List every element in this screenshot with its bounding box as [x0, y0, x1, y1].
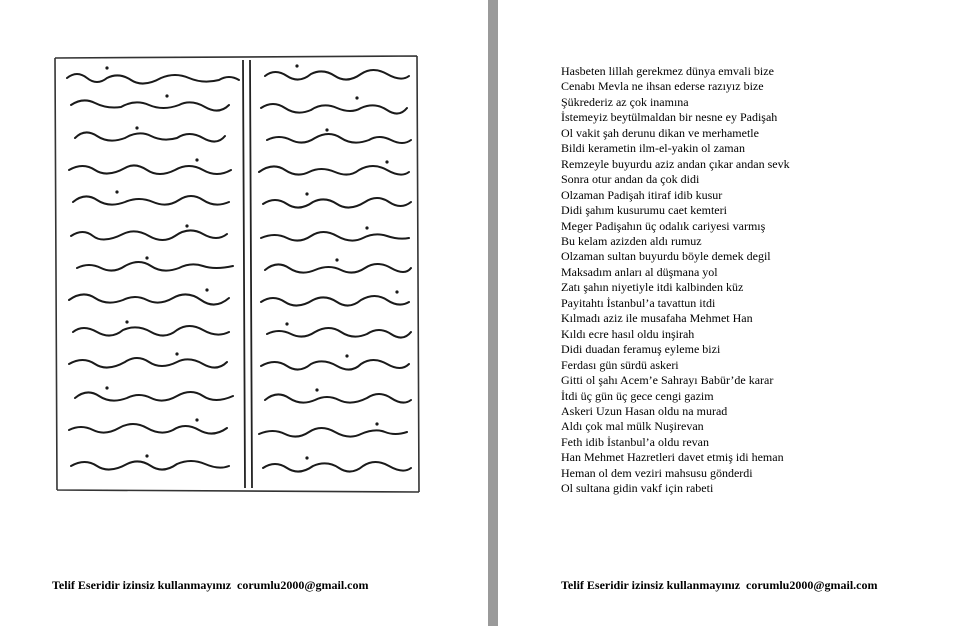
text-line: Didi duadan feramuş eyleme bizi [561, 342, 721, 357]
text-line: Kılmadı aziz ile musafaha Mehmet Han [561, 311, 753, 326]
text-line: İtdi üç gün üç gece cengi gazim [561, 388, 714, 403]
text-line: Remzeyle buyurdu aziz andan çıkar andan sevk [561, 156, 790, 171]
text-line: Han Mehmet Hazretleri davet etmiş idi heman [561, 450, 784, 465]
page-divider [488, 0, 498, 626]
text-line: Gitti ol şahı Acem’e Sahrayı Babür’de karar [561, 373, 774, 388]
transliteration-text [561, 64, 790, 497]
text-line: Şükrederiz az çok inamına [561, 94, 689, 109]
copyright-footer-left: Telif Eseridir izinsiz kullanmayınız corumlu2000@gmail.com [52, 578, 369, 592]
text-line: Didi şahım kusurumu caet kemteri [561, 203, 727, 218]
copyright-footer-right: Telif Eseridir izinsiz kullanmayınız corumlu2000@gmail.com [561, 578, 878, 592]
text-line: Ferdası gün sürdü askeri [561, 357, 679, 372]
text-line: Feth idib İstanbul’a oldu revan [561, 434, 709, 449]
text-line: Olzaman Padişah itiraf idib kusur [561, 187, 723, 202]
text-line: Payitahtı İstanbul’a tavattun itdi [561, 295, 716, 310]
text-line: Heman ol dem veziri mahsusu gönderdi [561, 465, 753, 480]
text-line: Meger Padişahın üç odalık cariyesi varmış [561, 218, 766, 233]
text-line: Maksadım anları al düşmana yol [561, 264, 718, 279]
text-line: İstemeyiz beytülmaldan bir nesne ey Padişah [561, 110, 778, 125]
text-line: Olzaman sultan buyurdu böyle demek degil [561, 249, 771, 264]
text-line: Hasbeten lillah gerekmez dünya emvali bize [561, 64, 774, 78]
text-line: Ol sultana gidin vakf için rabeti [561, 481, 714, 496]
text-line: Bildi kerametin ilm-el-yakin ol zaman [561, 141, 745, 156]
text-line: Sonra otur andan da çok didi [561, 172, 700, 187]
manuscript-scan-image [47, 50, 425, 520]
text-line: Zatı şahın niyetiyle itdi kalbinden küz [561, 280, 744, 295]
text-line: Kıldı ecre hasıl oldu inşirah [561, 326, 695, 341]
text-line: Bu kelam azizden aldı rumuz [561, 233, 702, 248]
text-line: Cenabı Mevla ne ihsan ederse razıyız bize [561, 79, 764, 94]
text-line: Askeri Uzun Hasan oldu na murad [561, 403, 728, 418]
text-line: Ol vakit şah derunu dikan ve merhametle [561, 125, 759, 140]
text-line: Aldı çok mal mülk Nuşirevan [561, 419, 704, 434]
right-page [498, 0, 953, 626]
